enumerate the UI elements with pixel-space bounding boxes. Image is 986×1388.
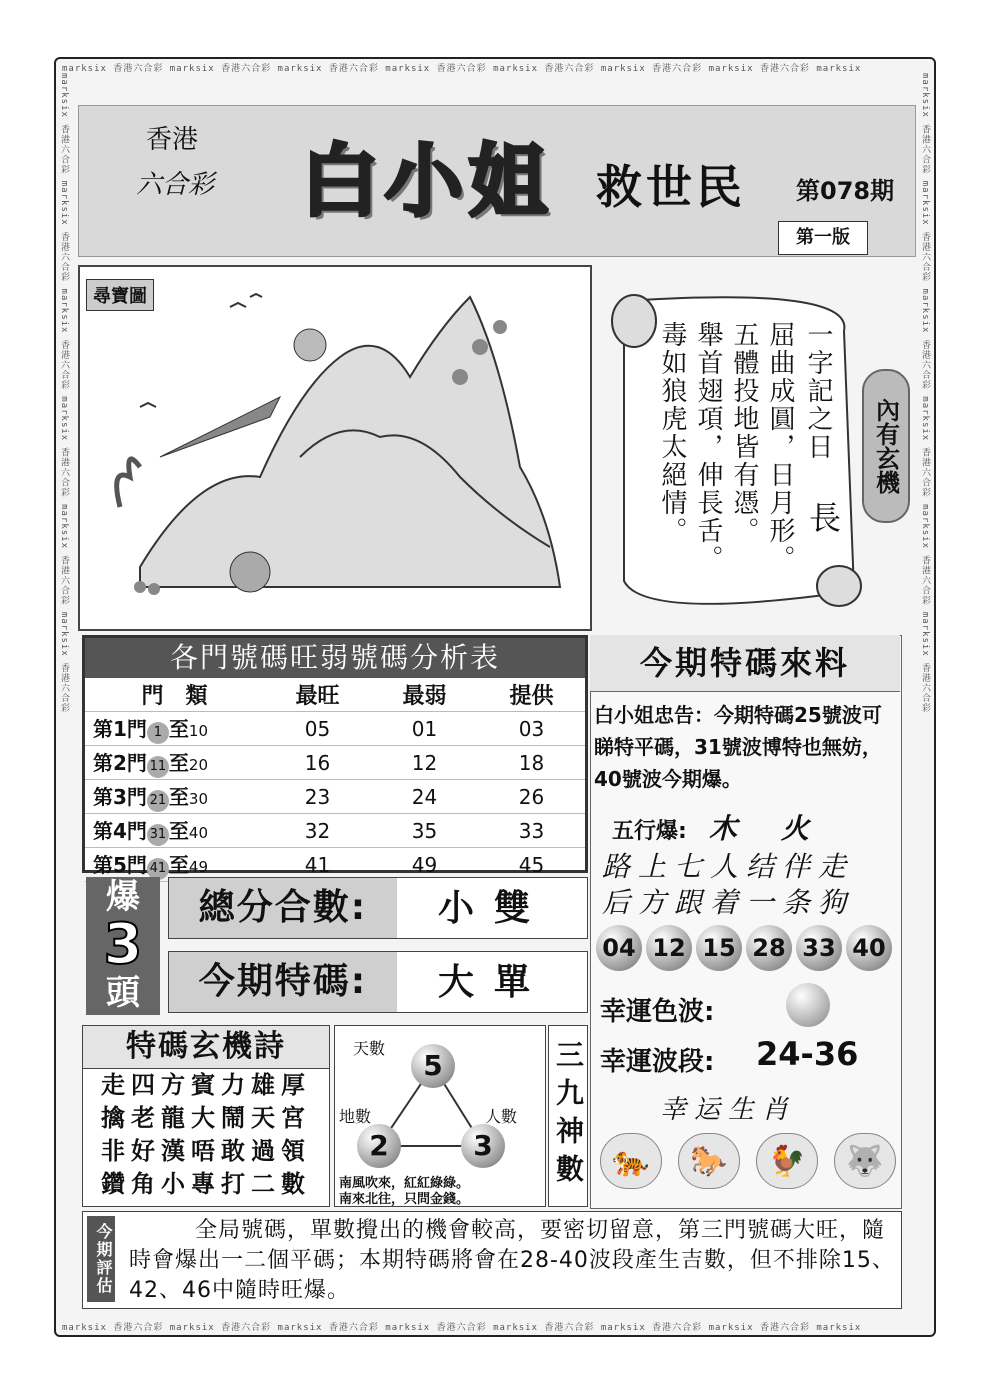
code-poem-line: 走四方賓力雄厚 [101,1071,311,1099]
header-subtitle: 救世民 [596,160,746,214]
range-to: 至 [168,717,189,741]
cell-give: 26 [478,780,585,814]
cell-max: 32 [264,814,371,848]
cell-max: 23 [264,780,371,814]
lucky-range-label: 幸運波段: [600,1047,715,1077]
door-label: 第3門 [93,785,147,809]
special-code-title: 今期特碼來料 [590,635,900,692]
cell-min: 49 [371,848,478,882]
lucky-range-value: 24-36 [756,1035,859,1073]
lucky-color-label: 幸運色波: [600,997,715,1027]
code-poem-line: 鑽角小專打二數 [101,1170,311,1198]
range-end: 10 [188,722,209,740]
cell-give: 33 [478,814,585,848]
cell-min: 24 [371,780,478,814]
analysis-title: 各門號碼旺弱號碼分析表 [85,638,585,678]
table-row [85,814,585,848]
tian-ball: 5 [411,1044,455,1088]
header-hongkong: 香港 [146,125,199,155]
cell-max: 16 [264,746,371,780]
range-to: 至 [168,853,189,877]
col-header-give: 提供 [478,678,585,712]
treasure-picture-label: 尋寶圖 [86,279,154,311]
cell-max: 41 [264,848,371,882]
landscape-illustration [80,267,590,629]
cell-give: 03 [478,712,585,746]
cell-max: 05 [264,712,371,746]
col-header-door: 門 類 [85,678,264,712]
sum-value: 小雙 [437,887,550,929]
sum-label: 總分合數: [169,878,397,938]
range-end: 40 [188,824,209,842]
number-ball: 04 [596,925,642,971]
lucky-zodiac-title: 幸运生肖 [660,1095,797,1125]
cell-min: 01 [371,712,478,746]
analysis-grid [85,678,585,882]
di-ball: 2 [357,1124,401,1168]
table-row [85,746,585,780]
code-value: 大單 [437,961,550,1003]
range-start-ball: 11 [147,756,169,778]
bao-number: 3 [103,912,143,977]
table-row [85,712,585,746]
number-ball: 15 [696,925,742,971]
range-end: 49 [188,858,209,876]
poem-col-2: 屈曲成圓，日月形。 [765,321,795,573]
handwritten-line-2: 后方跟着一条狗 [602,886,855,919]
range-start-ball: 41 [147,858,169,880]
bao-bottom: 頭 [106,973,140,1013]
explode-three-badge [86,877,160,1015]
table-row [85,780,585,814]
poem-col-5: 毒如狼虎太絕情。 [657,321,687,545]
range-start-ball: 21 [147,790,169,812]
number-ball: 33 [796,925,842,971]
zodiac-animals [600,1133,896,1189]
lucky-color-ball [786,983,830,1027]
table-header-row [85,678,585,712]
numbers-line-2: 南來北往，只問金錢。 [339,1192,470,1207]
hidden-meaning-badge: 內有玄機 [862,369,910,523]
cell-min: 35 [371,814,478,848]
numbers-line-1: 南風吹來，紅紅綠綠。 [339,1176,470,1191]
number-ball: 28 [746,925,792,971]
door-label: 第1門 [93,717,147,741]
code-row [168,951,588,1013]
cell-give: 45 [478,848,585,882]
evaluation-text: 全局號碼，單數攪出的機會較高，要密切留意，第三門號碼大旺，隨時會爆出一二個平碼；本期特碼將會在28-40波段產生吉數，但不排除15、42、46中隨時旺爆。 [129,1218,895,1303]
issue-number: 第078期 [796,177,895,205]
handwritten-line-1: 路上七人结伴走 [602,850,855,883]
evaluation-label: 今期評估 [87,1216,115,1302]
range-end: 30 [188,790,209,808]
advice-text: 白小姐忠告：今期特碼25號波可睇特平碼，31號波博特也無妨，40號波今期爆。 [594,703,882,791]
tian-label: 天數 [353,1039,386,1058]
horse-icon: 🐎 [678,1133,740,1189]
cell-min: 12 [371,746,478,780]
col-header-min: 最弱 [371,678,478,712]
scroll-poem [604,291,864,611]
dog-icon: 🐺 [834,1133,896,1189]
ren-label: 人數 [485,1107,518,1126]
range-to: 至 [168,819,189,843]
range-start-ball: 1 [147,722,169,744]
cell-give: 18 [478,746,585,780]
analysis-table [82,635,588,877]
watermark-left: marksix 香港六合彩 marksix 香港六合彩 marksix 香港六合彩 marksix 香港六合彩 marksix 香港六合彩 marksix 香港六合彩 [59,73,69,714]
col-header-max: 最旺 [264,678,371,712]
door-label: 第5門 [93,853,147,877]
ren-ball: 3 [461,1124,505,1168]
wuxing-row [612,807,817,847]
number-ball: 40 [846,925,892,971]
di-label: 地數 [339,1107,372,1126]
poem-col-4: 舉首翅項，伸長舌。 [693,321,723,573]
code-poem-title: 特碼玄機詩 [83,1026,329,1069]
poem-col-1-end: 長 [804,501,842,535]
wuxing-label: 五行爆: [612,819,687,844]
watermark-top: marksix 香港六合彩 marksix 香港六合彩 marksix 香港六合彩 marksix 香港六合彩 marksix 香港六合彩 marksix 香港六合彩 marksix 香港六合彩 marksix [62,64,862,74]
code-poem-line: 擒老龍大鬧天宮 [101,1104,311,1132]
logo-title: 白小姐 [301,137,554,227]
code-poem-box [82,1025,330,1207]
code-poem-line: 非好漢唔敢過領 [101,1137,311,1165]
heaven-earth-numbers [334,1025,546,1207]
number-ball: 12 [646,925,692,971]
range-to: 至 [168,785,189,809]
range-end: 20 [188,756,209,774]
sum-row [168,877,588,939]
edition-badge: 第一版 [778,221,868,255]
door-label: 第4門 [93,819,147,843]
door-label: 第2門 [93,751,147,775]
tiger-icon: 🐅 [600,1133,662,1189]
poem-col-1: 一字記之日 [803,321,833,461]
treasure-picture [78,265,592,631]
watermark-right: marksix 香港六合彩 marksix 香港六合彩 marksix 香港六合彩 marksix 香港六合彩 marksix 香港六合彩 marksix 香港六合彩 [920,73,930,714]
number-balls [596,925,892,971]
rooster-icon: 🐓 [756,1133,818,1189]
wuxing-value: 木 火 [708,812,817,845]
range-start-ball: 31 [147,824,169,846]
bao-top: 爆 [106,877,140,917]
page-frame [54,57,936,1337]
poem-col-3: 五體投地皆有憑。 [729,321,759,545]
nine-gods-numbers: 三九神數 [548,1025,588,1207]
watermark-bottom: marksix 香港六合彩 marksix 香港六合彩 marksix 香港六合彩 marksix 香港六合彩 marksix 香港六合彩 marksix 香港六合彩 marksix 香港六合彩 marksix [62,1323,862,1333]
code-label: 今期特碼: [169,952,397,1012]
range-to: 至 [168,751,189,775]
evaluation-box [82,1211,902,1309]
header-marksix: 六合彩 [136,170,215,200]
